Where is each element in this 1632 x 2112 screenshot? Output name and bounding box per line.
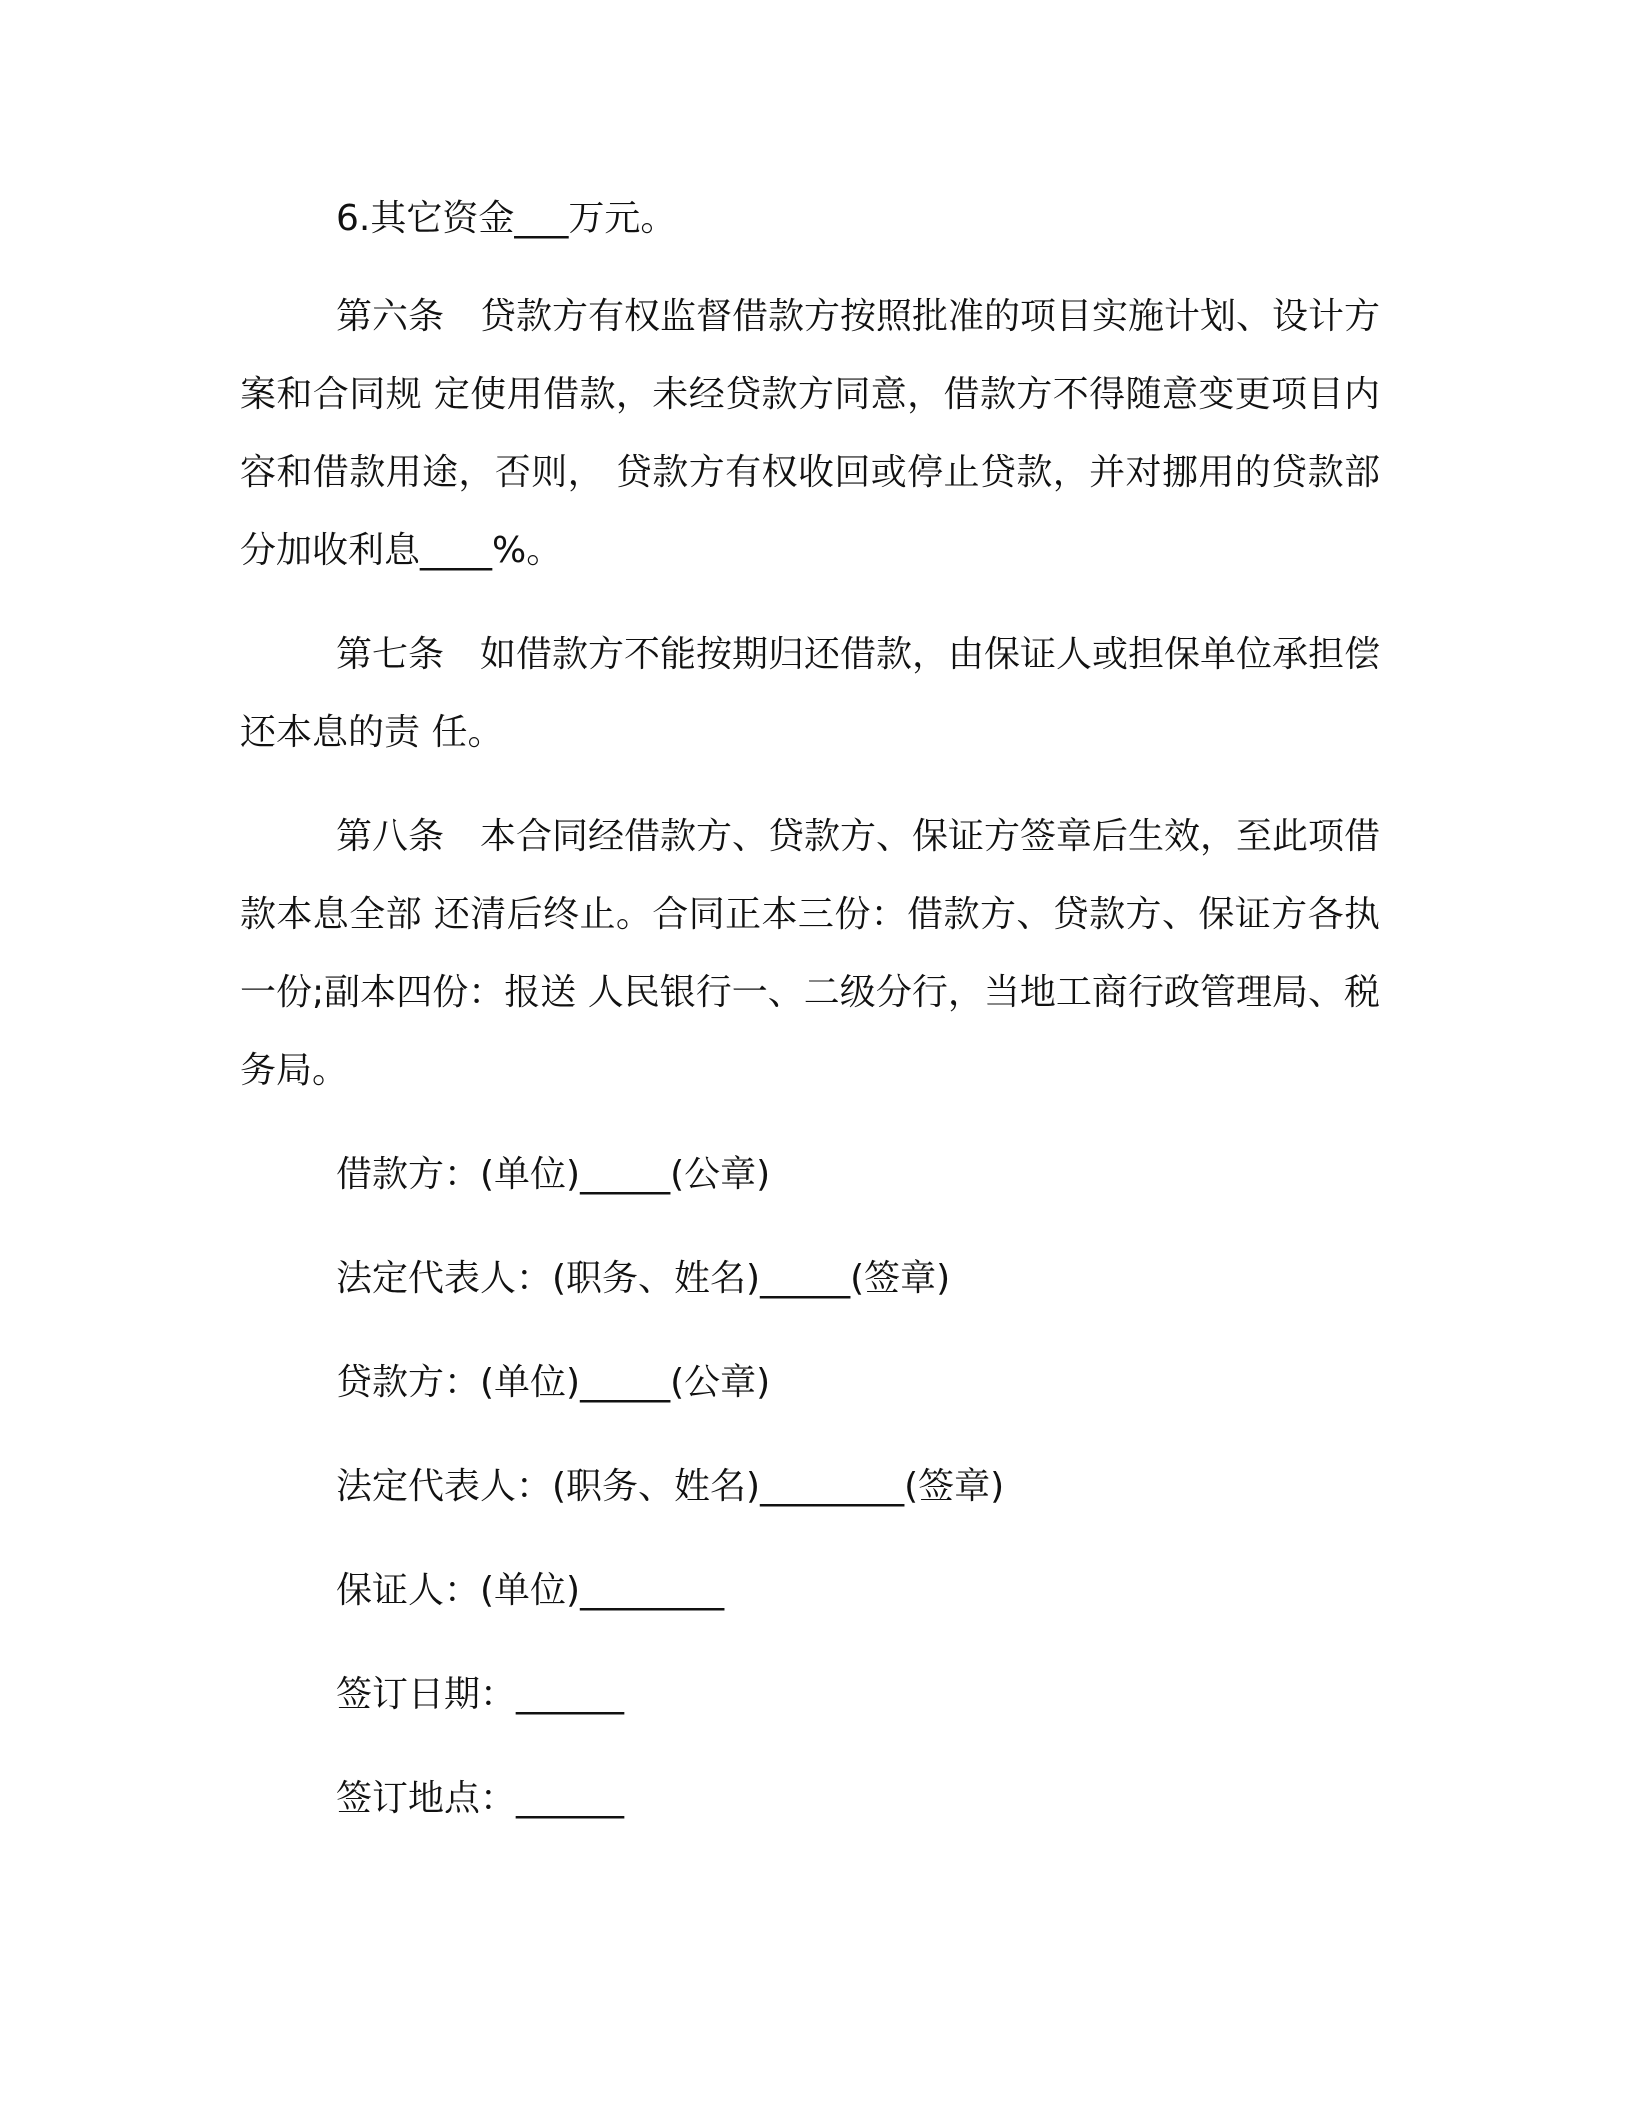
signing-date-line: 签订日期：______	[336, 1674, 625, 1715]
article-6: 第六条 贷款方有权监督借款方按照批准的项目实施计划、设计方案和合同规 定使用借款，未经贷款方同意，借款方不得随意变更项目内容和借款用途，否则， 贷款方有权收回或停止贷款，并对挪用的贷款部分加收利息____%。	[240, 296, 1381, 571]
article-8: 第八条 本合同经借款方、贷款方、保证方签章后生效，至此项借款本息全部 还清后终止。合同正本三份：借款方、贷款方、保证方各执一份;副本四份：报送 人民银行一、二级分行，当地工商行政管理局、税务局。	[240, 816, 1381, 1091]
item-6-other-funds: 6.其它资金___万元。	[336, 198, 677, 239]
signing-place-line: 签订地点：______	[336, 1778, 625, 1819]
article-7: 第七条 如借款方不能按期归还借款，由保证人或担保单位承担偿还本息的责 任。	[240, 634, 1381, 753]
document-body	[240, 180, 1380, 1864]
lender-representative-line: 法定代表人：(职务、姓名)________(签章)	[336, 1466, 1005, 1507]
borrower-signature-line: 借款方：(单位)_____(公章)	[336, 1154, 771, 1195]
lender-signature-line: 贷款方：(单位)_____(公章)	[336, 1362, 771, 1403]
guarantor-line: 保证人：(单位)________	[336, 1570, 725, 1611]
borrower-representative-line: 法定代表人：(职务、姓名)_____(签章)	[336, 1258, 951, 1299]
